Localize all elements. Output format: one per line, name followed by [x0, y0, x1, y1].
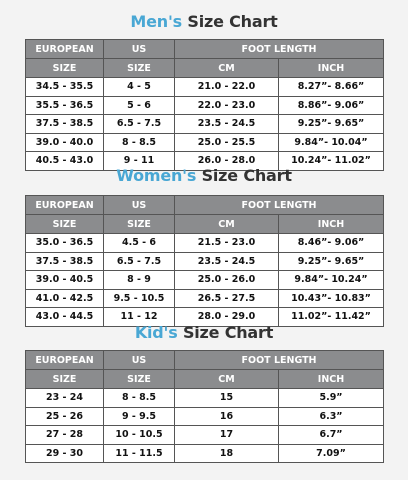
mens-size-table	[25, 39, 384, 171]
european-size-cell: 40.5 - 43.0	[26, 152, 104, 171]
us-size-cell: 6.5 - 7.5	[104, 115, 175, 134]
cm-cell: 21.5 - 23.0	[175, 234, 279, 253]
kids-title-who: Kid's	[134, 323, 178, 342]
mens-title-rest: Size Chart	[182, 12, 278, 31]
inch-cell: 8.86”- 9.06”	[279, 96, 384, 115]
womens-title	[0, 166, 408, 186]
us-size-cell: 4 - 5	[104, 78, 175, 97]
inch-cell: 6.3”	[279, 407, 384, 426]
header-size: SIZE	[26, 215, 104, 234]
header-european: EUROPEAN	[26, 351, 104, 370]
inch-cell: 8.27”- 8.66”	[279, 78, 384, 97]
inch-cell: 9.84”- 10.24”	[279, 271, 384, 290]
inch-cell: 9.25”- 9.65”	[279, 115, 384, 134]
cm-cell: 18	[175, 444, 279, 463]
table-row	[26, 389, 384, 408]
womens-size-table	[25, 195, 384, 327]
table-row	[26, 289, 384, 308]
cm-cell: 15	[175, 389, 279, 408]
inch-cell: 6.7”	[279, 426, 384, 445]
us-size-cell: 9 - 9.5	[104, 407, 175, 426]
header-european: EUROPEAN	[26, 196, 104, 215]
header-foot-length: FOOT LENGTH	[175, 40, 384, 59]
header-cm: CM	[175, 370, 279, 389]
european-size-cell: 37.5 - 38.5	[26, 115, 104, 134]
european-size-cell: 39.0 - 40.0	[26, 133, 104, 152]
us-size-cell: 8 - 9	[104, 271, 175, 290]
inch-cell: 9.84”- 10.04”	[279, 133, 384, 152]
header-inch: INCH	[279, 215, 384, 234]
header-foot-length: FOOT LENGTH	[175, 196, 384, 215]
table-row	[26, 252, 384, 271]
cm-cell: 17	[175, 426, 279, 445]
european-size-cell: 37.5 - 38.5	[26, 252, 104, 271]
us-size-cell: 9 - 11	[104, 152, 175, 171]
cm-cell: 22.0 - 23.0	[175, 96, 279, 115]
cm-cell: 23.5 - 24.5	[175, 115, 279, 134]
inch-cell: 11.02”- 11.42”	[279, 308, 384, 327]
european-size-cell: 27 - 28	[26, 426, 104, 445]
header-foot-length: FOOT LENGTH	[175, 351, 384, 370]
header-us-size: SIZE	[104, 59, 175, 78]
us-size-cell: 8 - 8.5	[104, 389, 175, 408]
european-size-cell: 35.0 - 36.5	[26, 234, 104, 253]
table-row	[26, 271, 384, 290]
us-size-cell: 10 - 10.5	[104, 426, 175, 445]
european-size-cell: 23 - 24	[26, 389, 104, 408]
header-us: US	[104, 351, 175, 370]
header-cm: CM	[175, 59, 279, 78]
us-size-cell: 11 - 11.5	[104, 444, 175, 463]
cm-cell: 25.0 - 25.5	[175, 133, 279, 152]
table-row	[26, 407, 384, 426]
inch-cell: 5.9”	[279, 389, 384, 408]
european-size-cell: 39.0 - 40.5	[26, 271, 104, 290]
cm-cell: 25.0 - 26.0	[175, 271, 279, 290]
header-us: US	[104, 40, 175, 59]
inch-cell: 8.46”- 9.06”	[279, 234, 384, 253]
inch-cell: 9.25”- 9.65”	[279, 252, 384, 271]
header-size: SIZE	[26, 59, 104, 78]
table-row	[26, 96, 384, 115]
us-size-cell: 4.5 - 6	[104, 234, 175, 253]
cm-cell: 28.0 - 29.0	[175, 308, 279, 327]
us-size-cell: 11 - 12	[104, 308, 175, 327]
us-size-cell: 6.5 - 7.5	[104, 252, 175, 271]
us-size-cell: 9.5 - 10.5	[104, 289, 175, 308]
womens-title-who: Women's	[116, 166, 197, 185]
kids-rows	[26, 389, 384, 463]
table-row	[26, 78, 384, 97]
header-us-size: SIZE	[104, 370, 175, 389]
womens-title-rest: Size Chart	[196, 166, 292, 185]
header-us-size: SIZE	[104, 215, 175, 234]
european-size-cell: 34.5 - 35.5	[26, 78, 104, 97]
mens-rows	[26, 78, 384, 171]
kids-title	[0, 323, 408, 343]
european-size-cell: 25 - 26	[26, 407, 104, 426]
header-inch: INCH	[279, 370, 384, 389]
header-european: EUROPEAN	[26, 40, 104, 59]
inch-cell: 10.24”- 11.02”	[279, 152, 384, 171]
table-row	[26, 426, 384, 445]
table-row	[26, 234, 384, 253]
european-size-cell: 41.0 - 42.5	[26, 289, 104, 308]
header-size: SIZE	[26, 370, 104, 389]
us-size-cell: 5 - 6	[104, 96, 175, 115]
european-size-cell: 35.5 - 36.5	[26, 96, 104, 115]
cm-cell: 16	[175, 407, 279, 426]
inch-cell: 7.09”	[279, 444, 384, 463]
kids-size-table	[25, 350, 384, 463]
european-size-cell: 29 - 30	[26, 444, 104, 463]
header-inch: INCH	[279, 59, 384, 78]
table-row	[26, 133, 384, 152]
inch-cell: 10.43”- 10.83”	[279, 289, 384, 308]
mens-title-who: Men's	[130, 12, 182, 31]
header-us: US	[104, 196, 175, 215]
table-row	[26, 444, 384, 463]
mens-title	[0, 12, 408, 32]
header-cm: CM	[175, 215, 279, 234]
kids-title-rest: Size Chart	[177, 323, 274, 342]
cm-cell: 26.0 - 28.0	[175, 152, 279, 171]
table-row	[26, 115, 384, 134]
cm-cell: 23.5 - 24.5	[175, 252, 279, 271]
us-size-cell: 8 - 8.5	[104, 133, 175, 152]
cm-cell: 26.5 - 27.5	[175, 289, 279, 308]
european-size-cell: 43.0 - 44.5	[26, 308, 104, 327]
womens-rows	[26, 234, 384, 327]
cm-cell: 21.0 - 22.0	[175, 78, 279, 97]
